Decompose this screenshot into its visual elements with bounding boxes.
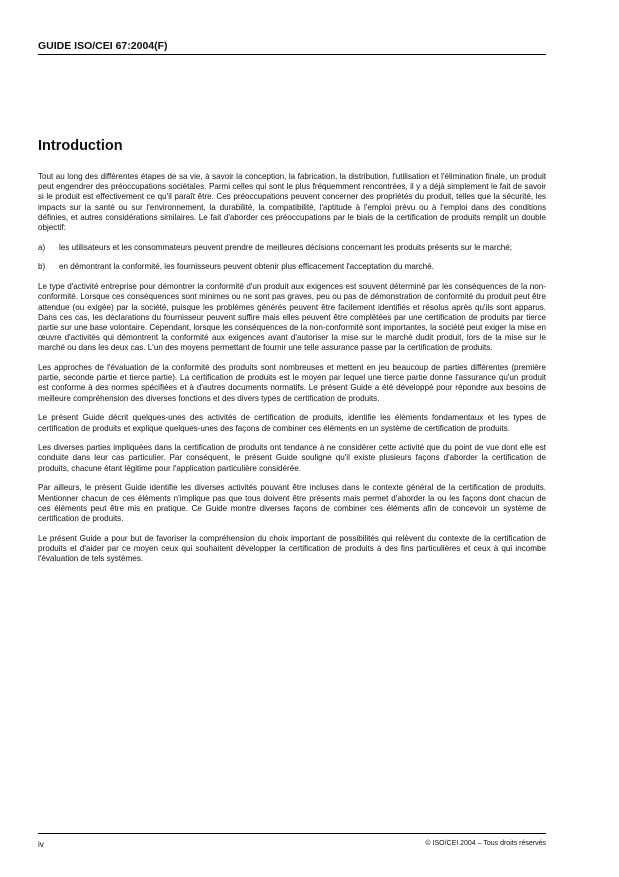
paragraph-activities: Par ailleurs, le présent Guide identifie les diverses activités pouvant être incluses dans le contexte général de la certification de produits. Mentionner chacun de ces éléments n'implique pas que tous doivent être présents mais permet d'aborder la ou les façons dont chacun de ces éléments peut être mis en pratique. Ce Guide montre diverses façons de combiner ces éléments afin de concevoir un système de certification de produits. bbox=[38, 483, 546, 523]
copyright-notice: © ISO/CEI 2004 – Tous droits réservés bbox=[425, 840, 546, 847]
list-item-letter: a) bbox=[38, 242, 46, 252]
page-number: iv bbox=[38, 840, 44, 849]
list-item-text: en démontrant la conformité, les fournisseurs peuvent obtenir plus efficacement l'acceptation du marché. bbox=[59, 262, 434, 272]
list-item bbox=[38, 243, 546, 253]
paragraph-parties: Les diverses parties impliquées dans la certification de produits ont tendance à ne considérer cette activité que du point de vue dont elle est conduite dans leur cas particulier. Par conséquent, le présent Guide souligne qu'il existe plusieurs façons d'aborder la certification de produits, chacune étant légitime pour l'application particulière considérée. bbox=[38, 443, 546, 473]
paragraph-guide-describes: Le présent Guide décrit quelques-unes des activités de certification de produits, identifie les éléments fondamentaux et les types de certification de produits et explique quelques-unes des façons de combiner ces éléments en un système de certification de produits. bbox=[38, 413, 546, 433]
paragraph-approaches: Les approches de l'évaluation de la conformité des produits sont nombreuses et mettent en jeu beaucoup de parties différentes (première partie, seconde partie et tierce partie). La certification de produits est le moyen par lequel une tierce partie donne l'assurance qu'un produit est conforme à des normes spécifiées et à d'autres documents normatifs. Le présent Guide a été développé pour répondre aux besoins de meilleure compréhension des diverses fonctions et des divers types de certification de produits. bbox=[38, 363, 546, 403]
footer-divider bbox=[38, 833, 546, 834]
paragraph-activity-type: Le type d'activité entreprise pour démontrer la conformité d'un produit aux exigences est souvent déterminé par les conséquences de la non-conformité. Lorsque ces conséquences sont minimes ou ne sont pas graves, peu ou pas de démonstration de conformité du produit peut être attendue (ou exigée) par la société, puisque les problèmes générés peuvent être facilement identifiés et résolus après qu'ils sont apparus. Dans ces cas, les déclarations du fournisseur peuvent suffire mais elles peuvent être complétées par une certification de produits par tierce partie sur une base volontaire. Cependant, lorsque les conséquences de la non-conformité sont importantes, la société peut exiger la mise en œuvre d'activités qui démontrent la conformité aux exigences avant d'autoriser la mise sur le marché dudit produit, lors de la mise sur le marché ou dans les deux cas. L'un des moyens permettant de fournir une telle assurance passe par la certification de produits. bbox=[38, 282, 546, 353]
list-item-letter: b) bbox=[38, 262, 46, 272]
header-divider bbox=[38, 54, 546, 55]
document-header-title: GUIDE ISO/CEI 67:2004(F) bbox=[38, 40, 168, 52]
list-item bbox=[38, 262, 546, 272]
document-body bbox=[38, 172, 546, 574]
paragraph-intro: Tout au long des différentes étapes de sa vie, à savoir la conception, la fabrication, la distribution, l'utilisation et l'élimination finale, un produit peut engendrer des préoccupations sociétales. Parmi celles qui sont le plus fréquemment rencontrées, il y a déjà simplement le fait de savoir si le produit est effectivement ce qu'il paraît être. Ces préoccupations peuvent concerner des propriétés du produit, telles que la sécurité, les impacts sur la santé ou sur l'environnement, la durabilité, la compatibilité, l'aptitude à l'emploi prévu ou à l'emploi dans des conditions définies, et autres considérations similaires. Le fait d'aborder ces préoccupations par le biais de la certification de produits remplit un double objectif: bbox=[38, 172, 546, 233]
section-heading: Introduction bbox=[38, 138, 123, 154]
list-item-text: les utilisateurs et les consommateurs peuvent prendre de meilleures décisions concernant les produits présents sur le marché; bbox=[59, 242, 513, 252]
paragraph-purpose: Le présent Guide a pour but de favoriser la compréhension du choix important de possibilités qui relèvent du contexte de la certification de produits et d'aider par ce moyen ceux qui souhaitent développer la certification de produits à des fins particulières et ceux à qui incombe l'évaluation de tels systèmes. bbox=[38, 533, 546, 564]
